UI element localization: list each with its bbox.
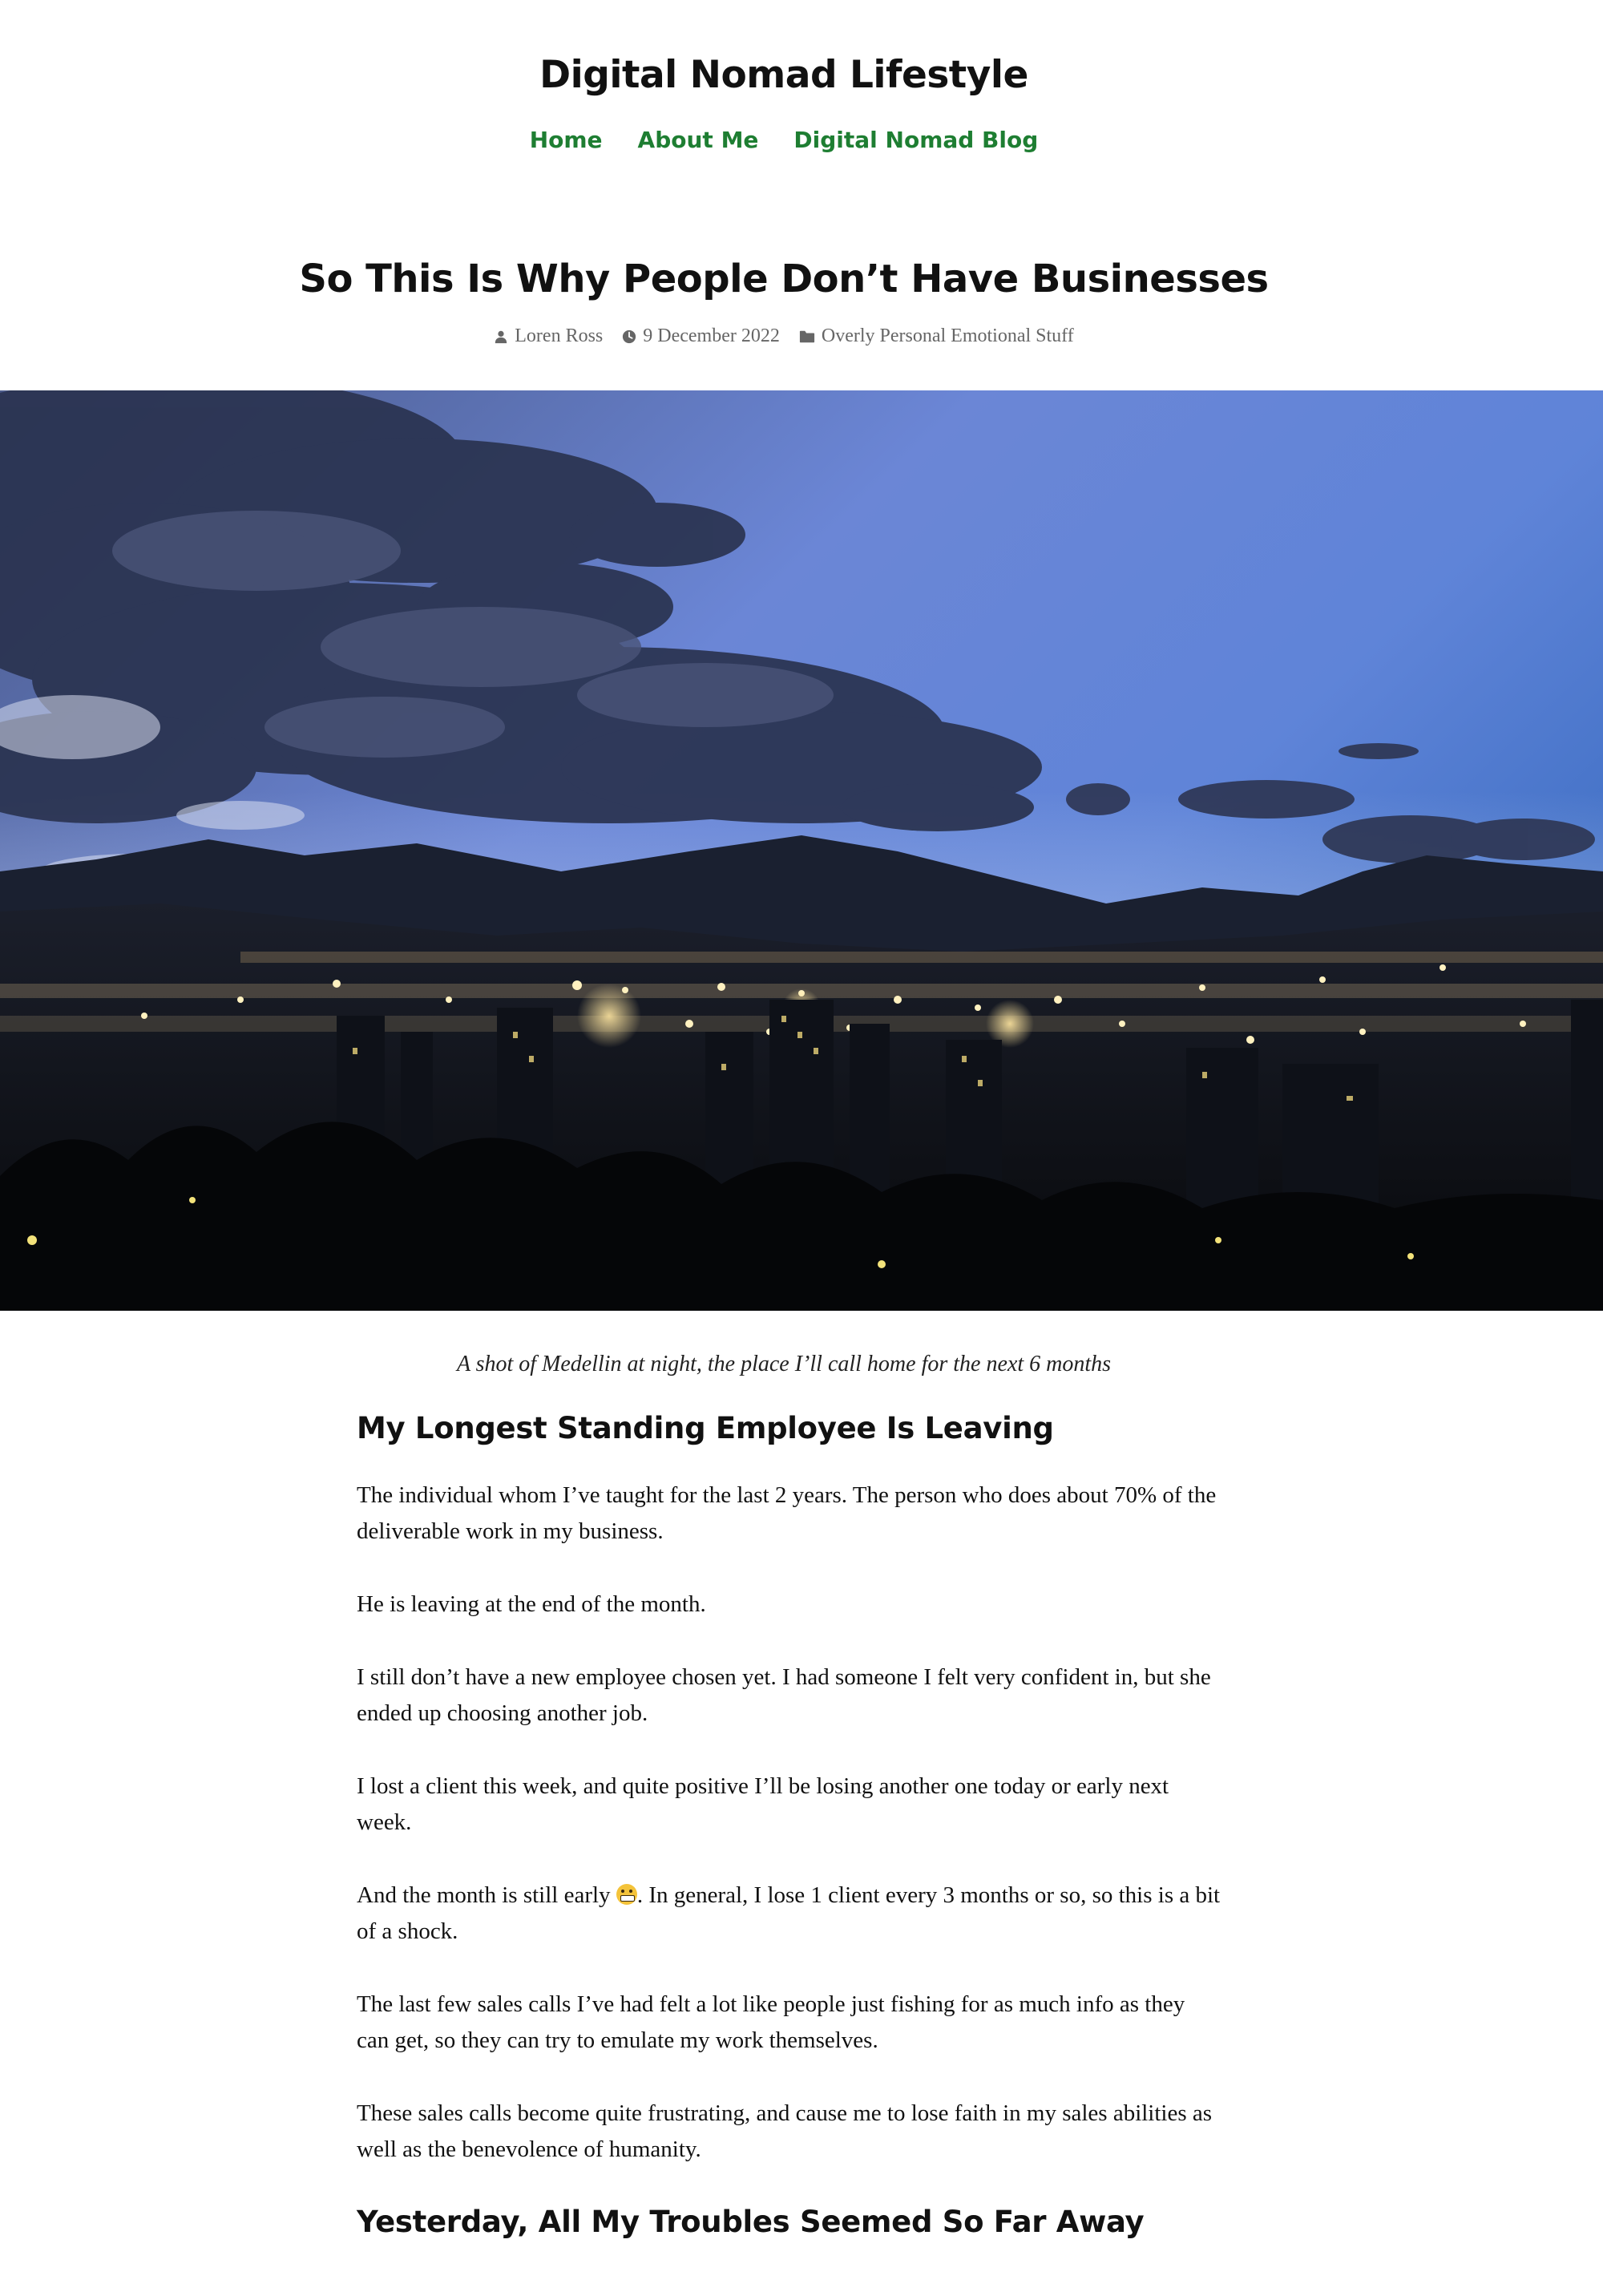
person-icon	[494, 329, 508, 344]
post-title: So This Is Why People Don’t Have Businesses	[299, 257, 1269, 301]
paragraph: He is leaving at the end of the month.	[357, 1591, 706, 1617]
post-date[interactable]	[622, 325, 780, 347]
post-category[interactable]	[799, 325, 1074, 347]
post-author-name[interactable]: Loren Ross	[515, 325, 604, 346]
grimacing-face-emoji-icon	[616, 1884, 637, 1905]
paragraph: These sales calls become quite frustrating, and cause me to lose faith in my sales abilities as well as the benevolence of humanity.	[357, 2100, 1213, 2162]
post-category-link[interactable]: Overly Personal Emotional Stuff	[821, 325, 1074, 346]
paragraph: The individual whom I’ve taught for the last 2 years. The person who does about 70% of the deliverable work in my business.	[357, 1482, 1217, 1544]
nav-home-link[interactable]: Home	[529, 127, 603, 153]
section-heading-yesterday: Yesterday, All My Troubles Seemed So Far Away	[357, 2205, 1145, 2239]
section-heading-employee-leaving: My Longest Standing Employee Is Leaving	[357, 1411, 1054, 1445]
post-date-text[interactable]: 9 December 2022	[643, 325, 780, 346]
clock-icon	[622, 329, 636, 344]
paragraph-text: And the month is still early	[357, 1882, 616, 1908]
site-title[interactable]: Digital Nomad Lifestyle	[539, 53, 1028, 97]
folder-icon	[799, 329, 815, 344]
medellin-night-photo	[0, 390, 1603, 1311]
paragraph: I lost a client this week, and quite positive I’ll be losing another one today or early next week.	[357, 1773, 1169, 1835]
paragraph: The last few sales calls I’ve had felt a lot like people just fishing for as much info as they can get, so they can try to emulate my work themselves.	[357, 1991, 1185, 2053]
nav-digital-nomad-blog-link[interactable]: Digital Nomad Blog	[793, 127, 1039, 153]
hero-caption: A shot of Medellin at night, the place I’ll call home for the next 6 months	[456, 1352, 1111, 1376]
post-content	[357, 1411, 1222, 2271]
post-author[interactable]	[494, 325, 603, 347]
paragraph: I still don’t have a new employee chosen yet. I had someone I felt very confident in, but she ended up choosing another job.	[357, 1664, 1211, 1726]
nav-about-me-link[interactable]: About Me	[637, 127, 759, 153]
main-nav	[0, 127, 1568, 153]
post-meta	[0, 325, 1568, 347]
paragraph-text: . In general, I lose 1 client every 3 months or so, so this is a bit of a shock.	[357, 1882, 1221, 1944]
hero-image	[0, 390, 1603, 1311]
paragraph	[357, 1878, 1222, 1950]
